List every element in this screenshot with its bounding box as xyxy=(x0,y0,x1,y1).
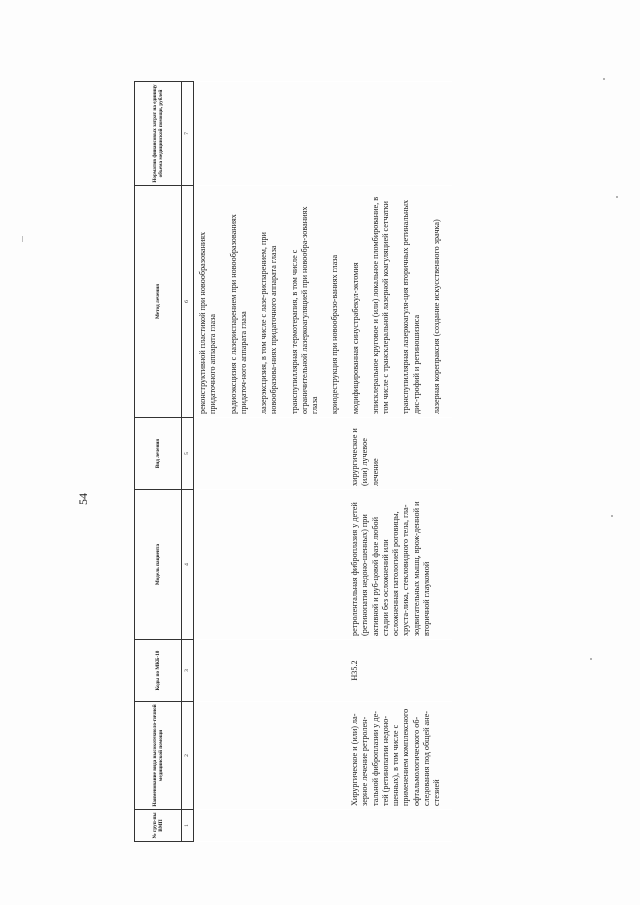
method-item: радиоэксцизия с лазериспарением при новообразованиях придаточ-ного аппарата глаза xyxy=(228,214,248,414)
care-type-name: Хирургическое и (или) ла-зерное лечение ретролен-тальной фиброплазии у де-тей (ретинопатии недоно-шенных), в том числе с применением комплексного офтальмологического об-следования под общей ане-стезией xyxy=(350,708,441,806)
header-name: Наименование вида высокотехноло-гичной медицинской помощи xyxy=(135,702,182,810)
header-icd-codes: Коды по МКБ-10 xyxy=(135,640,182,702)
treatment-type-text: хирургическое и (или) лучевое лечение xyxy=(350,428,380,486)
scan-speck xyxy=(22,236,23,242)
table-row xyxy=(194,82,453,842)
cell-icd-code xyxy=(194,640,453,702)
cell-treatment-type xyxy=(194,418,453,490)
column-number: 5 xyxy=(182,418,194,490)
header-group-no: № груп-пы ВМП xyxy=(135,810,182,842)
column-number: 3 xyxy=(182,640,194,702)
method-item: лазерная корепраксия (создание искусственного зрачка) xyxy=(431,219,441,414)
method-item: реконструктивной пластикой при новообразованиях придаточного аппарата глаза xyxy=(198,231,218,414)
rotated-table-container xyxy=(134,82,444,842)
cell-patient-model xyxy=(194,490,453,640)
method-item: лазерэксцизия, в том числе с лазе-риспарением, при новообразова-ниях придаточного аппарата глаза xyxy=(259,232,279,414)
method-item: эписклеральное круговое и (или) локальное пломбирование, в том числе с трансклеральной лазерной коагуляцией сетчатки xyxy=(370,196,390,414)
scan-speck xyxy=(611,515,613,517)
column-number: 4 xyxy=(182,490,194,640)
method-item: модифицированная синустрабекул-эктомия xyxy=(350,262,360,414)
method-item: транспупиллярная термотерапия, в том числе с ограничительной лазеркоагуляцией при новообра-зованиях глаза xyxy=(289,206,319,414)
column-number-row xyxy=(182,82,194,842)
cell-cost-norm xyxy=(194,82,453,186)
cell-name xyxy=(194,702,453,810)
table-header-row xyxy=(135,82,182,842)
header-patient-model: Модель пациента xyxy=(135,490,182,640)
column-number: 1 xyxy=(182,810,194,842)
page-number: 54 xyxy=(76,493,90,505)
column-number: 2 xyxy=(182,702,194,810)
header-cost-norm: Норматив финансовых затрат на единицу объема медицинской помощи, рублей xyxy=(135,82,182,186)
medical-care-table xyxy=(134,81,452,842)
column-number: 6 xyxy=(182,186,194,418)
column-number: 7 xyxy=(182,82,194,186)
header-treatment-type: Вид лечения xyxy=(135,418,182,490)
icd-code: Н35.2 xyxy=(350,660,359,681)
method-item: криодеструкция при новообразо-ваниях глаза xyxy=(330,254,340,414)
scan-speck xyxy=(590,658,592,660)
patient-model-text: ретролентальная фиброплазия у детей (ретинопатия недоно-шенных) при активной и руб-цовой фазе любой стадии без осложнений или осложненная патологией роговицы, хруста-лика, стекловидного тела, гла-зодвигательных мышц, врож-денной и вторичной глаукомой xyxy=(350,501,431,636)
scan-speck xyxy=(616,196,618,198)
scan-speck xyxy=(603,78,605,80)
cell-treatment-method xyxy=(194,186,453,418)
cell-group-no xyxy=(194,810,453,842)
header-treatment-method: Метод лечения xyxy=(135,186,182,418)
method-item: транспупиллярная лазеркоагуля-ция вторичных ретинальных дис-трофий и ретиношизиса xyxy=(401,199,421,414)
